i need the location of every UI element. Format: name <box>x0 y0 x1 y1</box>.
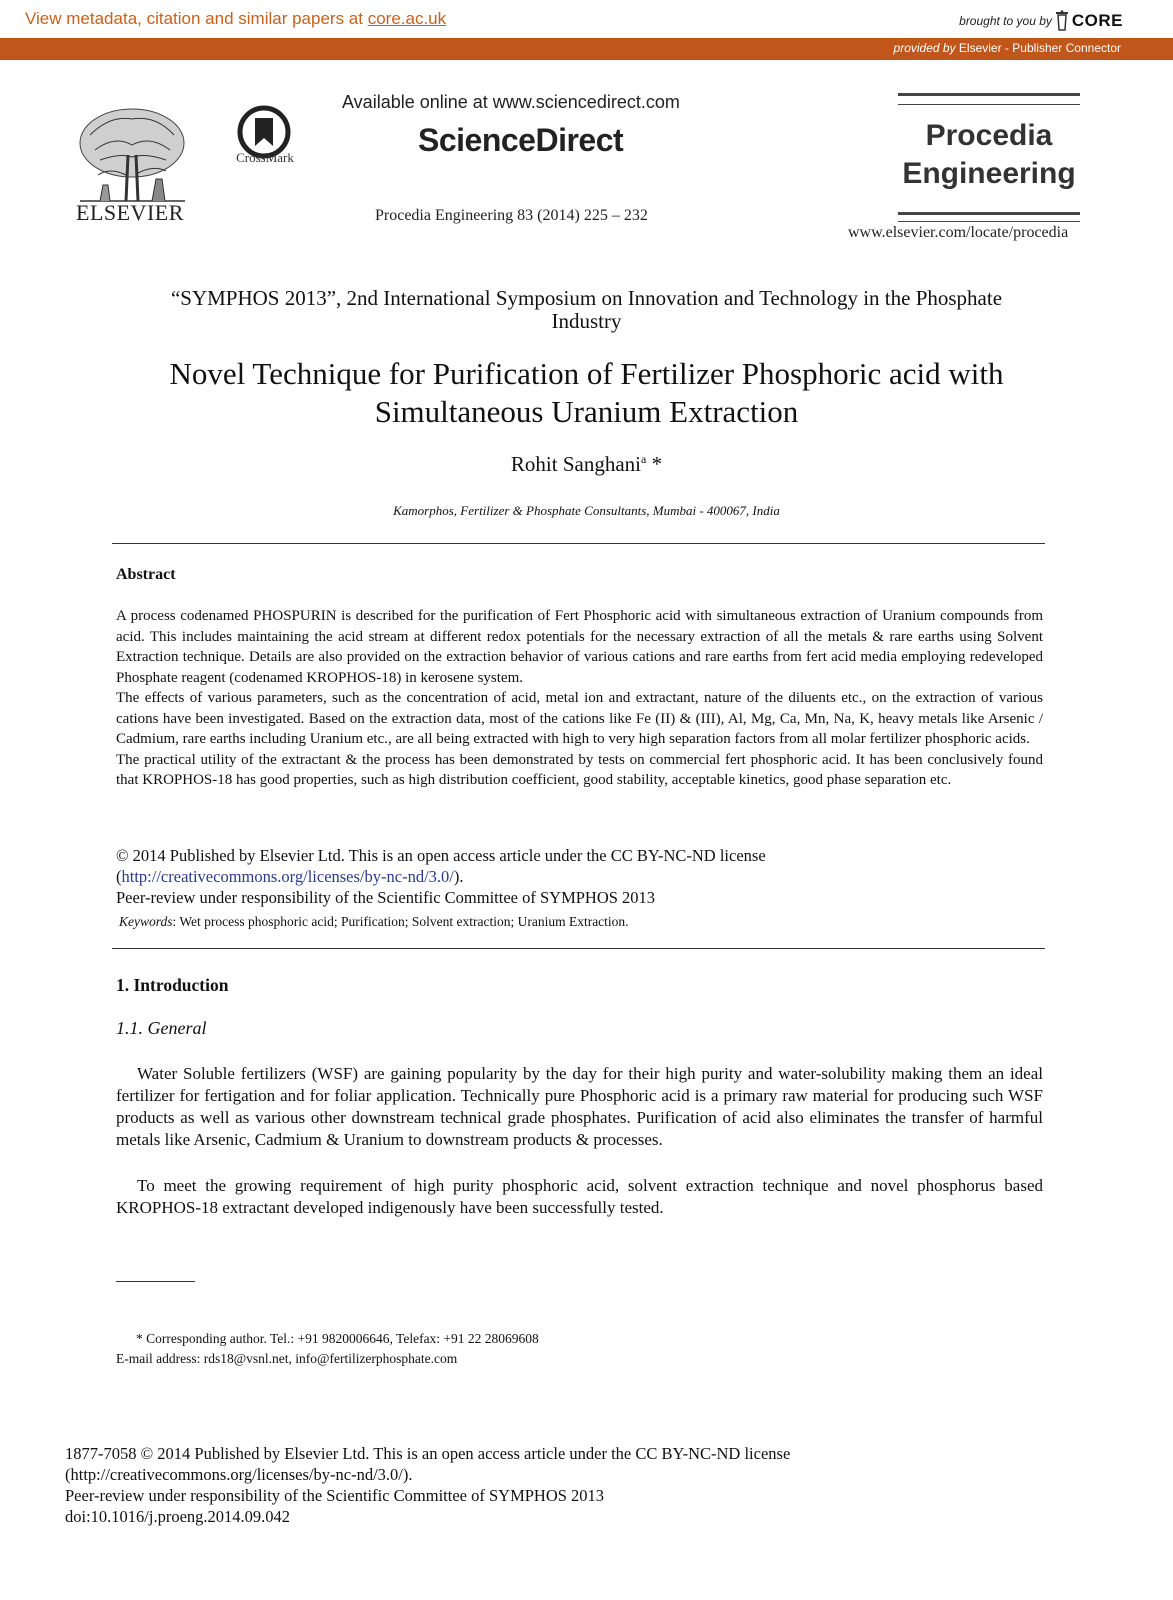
core-logo-word: CORE <box>1071 11 1123 30</box>
footnote-email: E-mail address: rds18@vsnl.net, info@fertilizerphosphate.com <box>116 1350 458 1366</box>
journal-url[interactable]: www.elsevier.com/locate/procedia <box>848 224 1069 241</box>
copyright-line: © 2014 Published by Elsevier Ltd. This is an open access article under the CC BY-NC-ND license <box>116 846 766 865</box>
peer-review-footer-line: Peer-review under responsibility of the Scientific Committee of SYMPHOS 2013 <box>65 1486 605 1505</box>
affiliation: Kamorphos, Fertilizer & Phosphate Consultants, Mumbai - 400067, India <box>393 503 780 518</box>
provided-by-prefix: provided by <box>893 41 956 55</box>
symposium-name <box>120 287 1053 333</box>
available-online: Available online at www.sciencedirect.com <box>342 92 680 112</box>
paper-title <box>100 355 1073 431</box>
abstract-heading: Abstract <box>116 566 176 583</box>
core-brought-by[interactable] <box>959 10 1123 32</box>
copyright-notice <box>116 845 1043 908</box>
symposium-line2: Industry <box>551 309 622 333</box>
core-apple-icon <box>1055 10 1069 32</box>
symposium-line1: “SYMPHOS 2013”, 2nd International Symposium on Innovation and Technology in the Phosphate <box>170 286 1003 310</box>
issn-copyright-line: 1877-7058 © 2014 Published by Elsevier Ltd. This is an open access article under the CC BY-NC-ND license <box>65 1444 791 1463</box>
author-name: Rohit Sanghani <box>510 452 641 476</box>
peer-review-line: Peer-review under responsibility of the Scientific Committee of SYMPHOS 2013 <box>116 888 656 907</box>
abstract-body <box>116 606 1043 791</box>
brought-by-text: brought to you by <box>959 14 1052 28</box>
abstract-paragraph: The practical utility of the extractant & the process has been demonstrated by tests on commercial fert phosphoric acid. It has been conclusively found that KROPHOS-18 has good properties, such as high distribution coefficient, good stability, acceptable kinetics, good phase separation etc. <box>116 751 1043 788</box>
license-close-paren: ). <box>453 867 464 886</box>
provided-by-name: Elsevier - Publisher Connector <box>958 41 1121 55</box>
footnote-rule <box>116 1281 195 1282</box>
abstract-top-rule <box>112 543 1045 544</box>
core-metadata-text: View metadata, citation and similar papers at <box>25 9 368 28</box>
author-corresponding-mark: * <box>646 452 663 476</box>
footnote <box>116 1329 539 1368</box>
license-url-line[interactable]: (http://creativecommons.org/licenses/by-nc-nd/3.0/). <box>65 1465 413 1484</box>
abstract-paragraph: A process codenamed PHOSPURIN is described for the purification of Fert Phosphoric acid with simultaneous extraction of Uranium compounds from acid. This includes maintaining the acid stream at different redox potentials for the necessary extraction of all the metals & rare earths using Solvent Extraction technique. Details are also provided on the extraction behavior of various cations and rare earths from fert acid media employing redeveloped Phosphate reagent (codenamed KROPHOS-18) in kerosene system. <box>116 608 1043 686</box>
publication-info <box>65 1443 790 1527</box>
elsevier-wordmark: ELSEVIER <box>76 200 184 225</box>
abstract-paragraph: The effects of various parameters, such as the concentration of acid, metal ion and extractant, nature of the diluents etc., on the extraction of various cations have been investigated. Based on the extraction data, most of the cations like Fe (II) & (III), Al, Mg, Ca, Mn, Na, K, heavy metals like Arsenic / Cadmium, rare earths including Uranium etc., are all being extracted with high to very high separation factors from all molar fertilizer phosphoric acids. <box>116 690 1043 747</box>
abstract-bottom-rule <box>112 948 1045 949</box>
journal-rule-top <box>898 93 1080 105</box>
journal-name-line2: Engineering <box>902 157 1076 190</box>
license-open-paren: ( <box>116 867 122 886</box>
core-provided-by[interactable] <box>894 41 1121 55</box>
author-affiliation-mark: a <box>641 452 647 466</box>
body-paragraph-2: To meet the growing requirement of high purity phosphoric acid, solvent extraction technique and novel phosphorus based KROPHOS-18 extractant developed indigenously have been successfully tested. <box>116 1176 1043 1217</box>
crossmark-label: CrossMark <box>236 150 294 165</box>
doi-line[interactable]: doi:10.1016/j.proeng.2014.09.042 <box>65 1507 291 1526</box>
keywords <box>119 914 629 930</box>
license-line <box>116 866 1043 887</box>
paper-title-line1: Novel Technique for Purification of Fertilizer Phosphoric acid with <box>169 356 1004 391</box>
keywords-list: : Wet process phosphoric acid; Purification; Solvent extraction; Uranium Extraction. <box>172 914 629 929</box>
footnote-corresponding: * Corresponding author. Tel.: +91 9820006646, Telefax: +91 22 28069608 <box>136 1331 539 1346</box>
journal-reference: Procedia Engineering 83 (2014) 225 – 232 <box>375 207 648 224</box>
subsection-heading-general: 1.1. General <box>116 1018 207 1038</box>
journal-name-line1: Procedia <box>925 119 1053 152</box>
paper-title-line2: Simultaneous Uranium Extraction <box>374 394 799 429</box>
journal-rule-bottom <box>898 212 1080 222</box>
journal-name <box>898 117 1080 193</box>
license-link[interactable]: http://creativecommons.org/licenses/by-nc-nd/3.0/ <box>121 867 454 886</box>
core-ac-uk-link[interactable]: core.ac.uk <box>367 9 447 28</box>
core-metadata-link[interactable] <box>25 9 446 29</box>
sciencedirect-wordmark: ScienceDirect <box>418 122 624 158</box>
keywords-label: Keywords <box>119 914 173 929</box>
section-heading-introduction: 1. Introduction <box>116 975 229 995</box>
author-line <box>300 452 873 477</box>
body-paragraph-1: Water Soluble fertilizers (WSF) are gaining popularity by the day for their high purity and water-solubility making them an ideal fertilizer for fertigation and for foliar application. Technically pure Phosphoric acid is a primary raw material for producing such WSF products as well as various other downstream technical grade phosphates. Purification of acid also eliminates the transfer of harmful metals like Arsenic, Cadmium & Uranium to downstream products & processes. <box>116 1064 1043 1149</box>
